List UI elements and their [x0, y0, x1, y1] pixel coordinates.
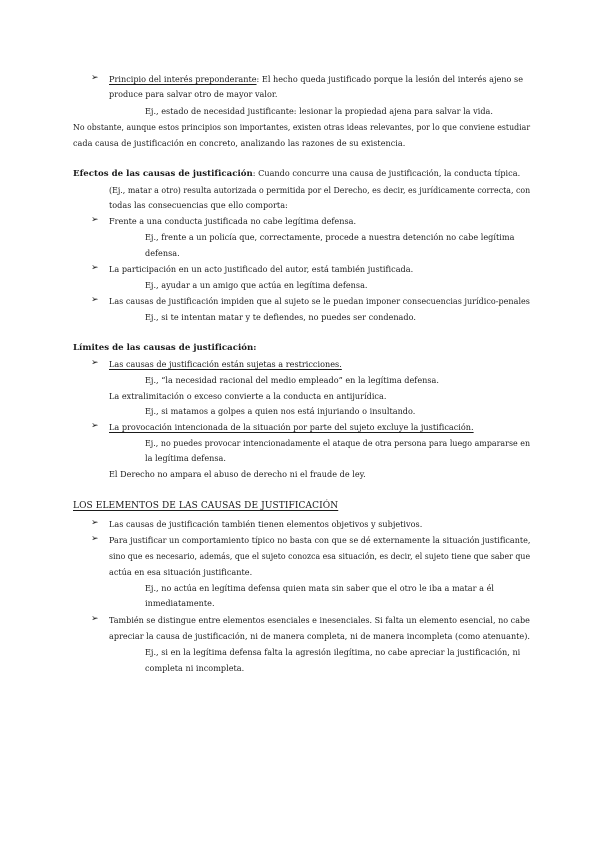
limites-heading-colon: : [253, 343, 257, 353]
paragraph-line: No obstante, aunque estos principios son importantes, existen otras ideas relevantes, por lo que conviene estudiar [73, 122, 531, 132]
efectos-bullet: Las causas de justificación impiden que al sujeto se le puedan imponer consecuencias jurídico-penales [109, 296, 530, 306]
limites-heading-line [73, 342, 256, 354]
elementos-bullet: Para justificar un comportamiento típico no basta con que se dé externamente la situación justificante, [109, 535, 531, 545]
limites-example: Ej., no puedes provocar intencionadamente el ataque de otra persona para luego ampararse en [145, 438, 531, 448]
paragraph-line: cada causa de justificación en concreto, analizando las razones de su existencia. [73, 138, 406, 148]
bullet-icon: ➢ [91, 358, 99, 368]
limites-bullet: La provocación intencionada de la situación por parte del sujeto excluye la justificación. [109, 422, 474, 432]
efectos-example: Ej., frente a un policía que, correctamente, procede a nuestra detención no cabe legítima [145, 232, 515, 242]
efectos-bullet: La participación en un acto justificado del autor, está también justificada. [109, 264, 414, 274]
bullet-icon: ➢ [91, 614, 99, 624]
principle-text: : El hecho queda justificado porque la lesión del interés ajeno se [256, 74, 524, 84]
efectos-heading-text: : Cuando concurre una causa de justificación, la conducta típica. [252, 168, 521, 178]
efectos-example: defensa. [145, 248, 180, 258]
limites-heading: Límites de las causas de justificación [73, 343, 254, 353]
bullet-icon: ➢ [91, 263, 99, 273]
limites-bullet: Las causas de justificación están sujetas a restricciones. [109, 359, 342, 369]
limites-example: la legítima defensa. [145, 453, 226, 463]
elementos-example: completa ni incompleta. [145, 663, 245, 673]
elementos-example: inmediatamente. [145, 598, 215, 608]
bullet-icon: ➢ [91, 73, 99, 83]
efectos-heading: Efectos de las causas de justificación [73, 169, 253, 179]
bullet-icon: ➢ [91, 295, 99, 305]
elementos-example: Ej., no actúa en legítima defensa quien mata sin saber que el otro le iba a matar a él [145, 583, 494, 593]
bullet-icon: ➢ [91, 518, 99, 528]
efectos-heading-line [73, 168, 520, 180]
principle-line [109, 74, 523, 85]
elementos-line: apreciar la causa de justificación, ni de manera completa, ni de manera incompleta (como atenuante). [109, 631, 531, 641]
bullet-icon: ➢ [91, 534, 99, 544]
elementos-heading: LOS ELEMENTOS DE LAS CAUSAS DE JUSTIFICACIÓN [73, 501, 339, 511]
limites-example: Ej., “la necesidad racional del medio empleado” en la legítima defensa. [145, 375, 439, 385]
limites-example: Ej., si matamos a golpes a quien nos está injuriando o insultando. [145, 406, 416, 416]
principle-example: Ej., estado de necesidad justificante: lesionar la propiedad ajena para salvar la vida. [145, 106, 493, 116]
bullet-icon: ➢ [91, 421, 99, 431]
efectos-line: todas las consecuencias que ello comporta: [109, 200, 288, 210]
limites-line: El Derecho no ampara el abuso de derecho ni el fraude de ley. [109, 469, 366, 479]
bullet-icon: ➢ [91, 215, 99, 225]
elementos-example: Ej., si en la legítima defensa falta la agresión ilegítima, no cabe apreciar la justificación, ni [145, 647, 521, 657]
efectos-example: Ej., si te intentan matar y te defiendes, no puedes ser condenado. [145, 312, 416, 322]
limites-line: La extralimitación o exceso convierte a la conducta en antijurídica. [109, 391, 387, 401]
elementos-line: sino que es necesario, además, que el sujeto conozca esa situación, es decir, el sujeto tiene que saber que [109, 551, 531, 561]
principle-term: Principio del interés preponderante [109, 74, 257, 84]
efectos-example: Ej., ayudar a un amigo que actúa en legítima defensa. [145, 280, 368, 290]
elementos-bullet: También se distingue entre elementos esenciales e inesenciales. Si falta un elemento esencial, no cabe [109, 615, 530, 625]
elementos-bullet: Las causas de justificación también tienen elementos objetivos y subjetivos. [109, 519, 423, 529]
principle-continuation: produce para salvar otro de mayor valor. [109, 89, 278, 99]
efectos-line: (Ej., matar a otro) resulta autorizada o permitida por el Derecho, es decir, es jurídicamente correcta, con [109, 185, 531, 195]
efectos-bullet: Frente a una conducta justificada no cabe legítima defensa. [109, 216, 357, 226]
elementos-line: actúa en esa situación justificante. [109, 567, 253, 577]
